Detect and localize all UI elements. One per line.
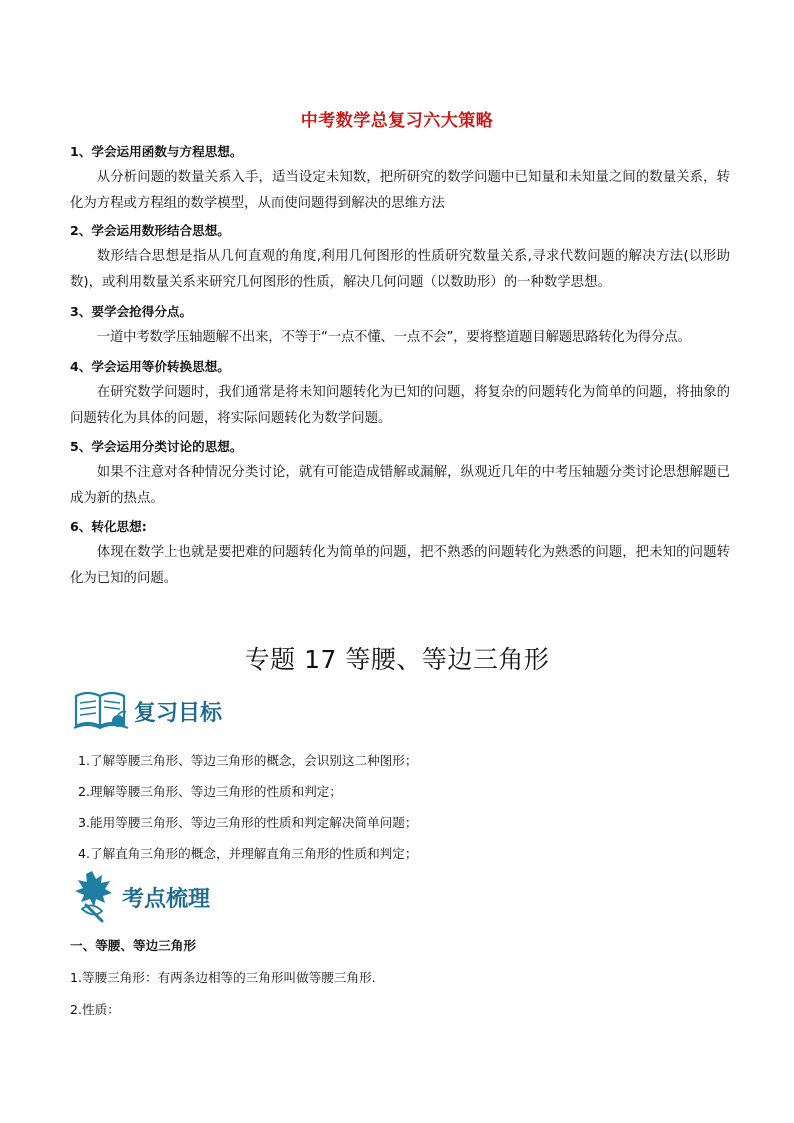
strategy-item-1 bbox=[70, 139, 730, 217]
strategy-item-2 bbox=[70, 218, 730, 296]
list-item: 1.了解等腰三角形、等边三角形的概念，会识别这二种图形； bbox=[78, 753, 418, 768]
strategy-paragraph: 从分析问题的数量关系入手，适当设定未知数，把所研究的数学问题中已知量和未知量之间的数量关系，转化为方程或方程组的数学模型，从而使问题得到解决的思维方法 bbox=[70, 170, 730, 211]
strategy-item-6 bbox=[70, 514, 730, 592]
maple-leaf-pin-icon bbox=[72, 867, 118, 927]
strategy-heading: 6、转化思想: bbox=[70, 519, 147, 534]
keypoints-body bbox=[70, 933, 730, 1029]
list-item: 4.了解直角三角形的概念，并理解直角三角形的性质和判定； bbox=[78, 846, 418, 861]
keypoints-section-title: 一、等腰、等边三角形 bbox=[70, 938, 196, 953]
keypoints-label: 考点梳理 bbox=[122, 886, 211, 912]
list-item: 3.能用等腰三角形、等边三角形的性质和判定解决简单问题； bbox=[78, 815, 418, 830]
keypoints-heading bbox=[72, 872, 210, 922]
strategy-heading: 3、要学会抢得分点。 bbox=[70, 304, 193, 319]
strategy-heading: 2、学会运用数形结合思想。 bbox=[70, 223, 230, 238]
strategy-title: 中考数学总复习六大策略 bbox=[300, 111, 494, 131]
strategy-item-3 bbox=[70, 299, 730, 351]
strategy-heading: 1、学会运用函数与方程思想。 bbox=[70, 144, 243, 159]
strategy-paragraph: 在研究数学问题时，我们通常是将未知问题转化为已知的问题，将复杂的问题转化为简单的问题，将抽象的问题转化为具体的问题，将实际问题转化为数学问题。 bbox=[70, 385, 730, 426]
strategy-paragraph: 如果不注意对各种情况分类讨论，就有可能造成错解或漏解，纵观近几年的中考压轴题分类讨论思想解题已成为新的热点。 bbox=[70, 465, 730, 506]
keypoints-item: 2.性质： bbox=[70, 1002, 120, 1017]
review-goals-heading bbox=[72, 686, 222, 736]
list-item: 2.理解等腰三角形、等边三角形的性质和判定； bbox=[78, 784, 342, 799]
strategy-item-5 bbox=[70, 434, 730, 512]
keypoints-item: 1.等腰三角形：有两条边相等的三角形叫做等腰三角形. bbox=[70, 970, 376, 985]
strategy-heading: 4、学会运用等价转换思想。 bbox=[70, 359, 230, 374]
open-book-icon bbox=[72, 686, 130, 736]
review-goals-list bbox=[78, 745, 718, 869]
strategy-paragraph: 一道中考数学压轴题解不出来，不等于“一点不懂、一点不会”，要将整道题目解题思路转化为得分点。 bbox=[96, 330, 691, 345]
strategy-heading: 5、学会运用分类讨论的思想。 bbox=[70, 439, 243, 454]
strategy-item-4 bbox=[70, 354, 730, 432]
strategy-paragraph: 体现在数学上也就是要把难的问题转化为简单的问题，把不熟悉的问题转化为熟悉的问题，把未知的问题转化为已知的问题。 bbox=[70, 545, 730, 586]
review-goals-label: 复习目标 bbox=[134, 700, 223, 726]
topic-title: 专题 17 等腰、等边三角形 bbox=[244, 645, 550, 674]
strategy-paragraph: 数形结合思想是指从几何直观的角度,利用几何图形的性质研究数量关系,寻求代数问题的解决方法(以形助数)，或利用数量关系来研究几何图形的性质，解决几何问题（以数助形）的一种数学思想。 bbox=[70, 249, 730, 290]
